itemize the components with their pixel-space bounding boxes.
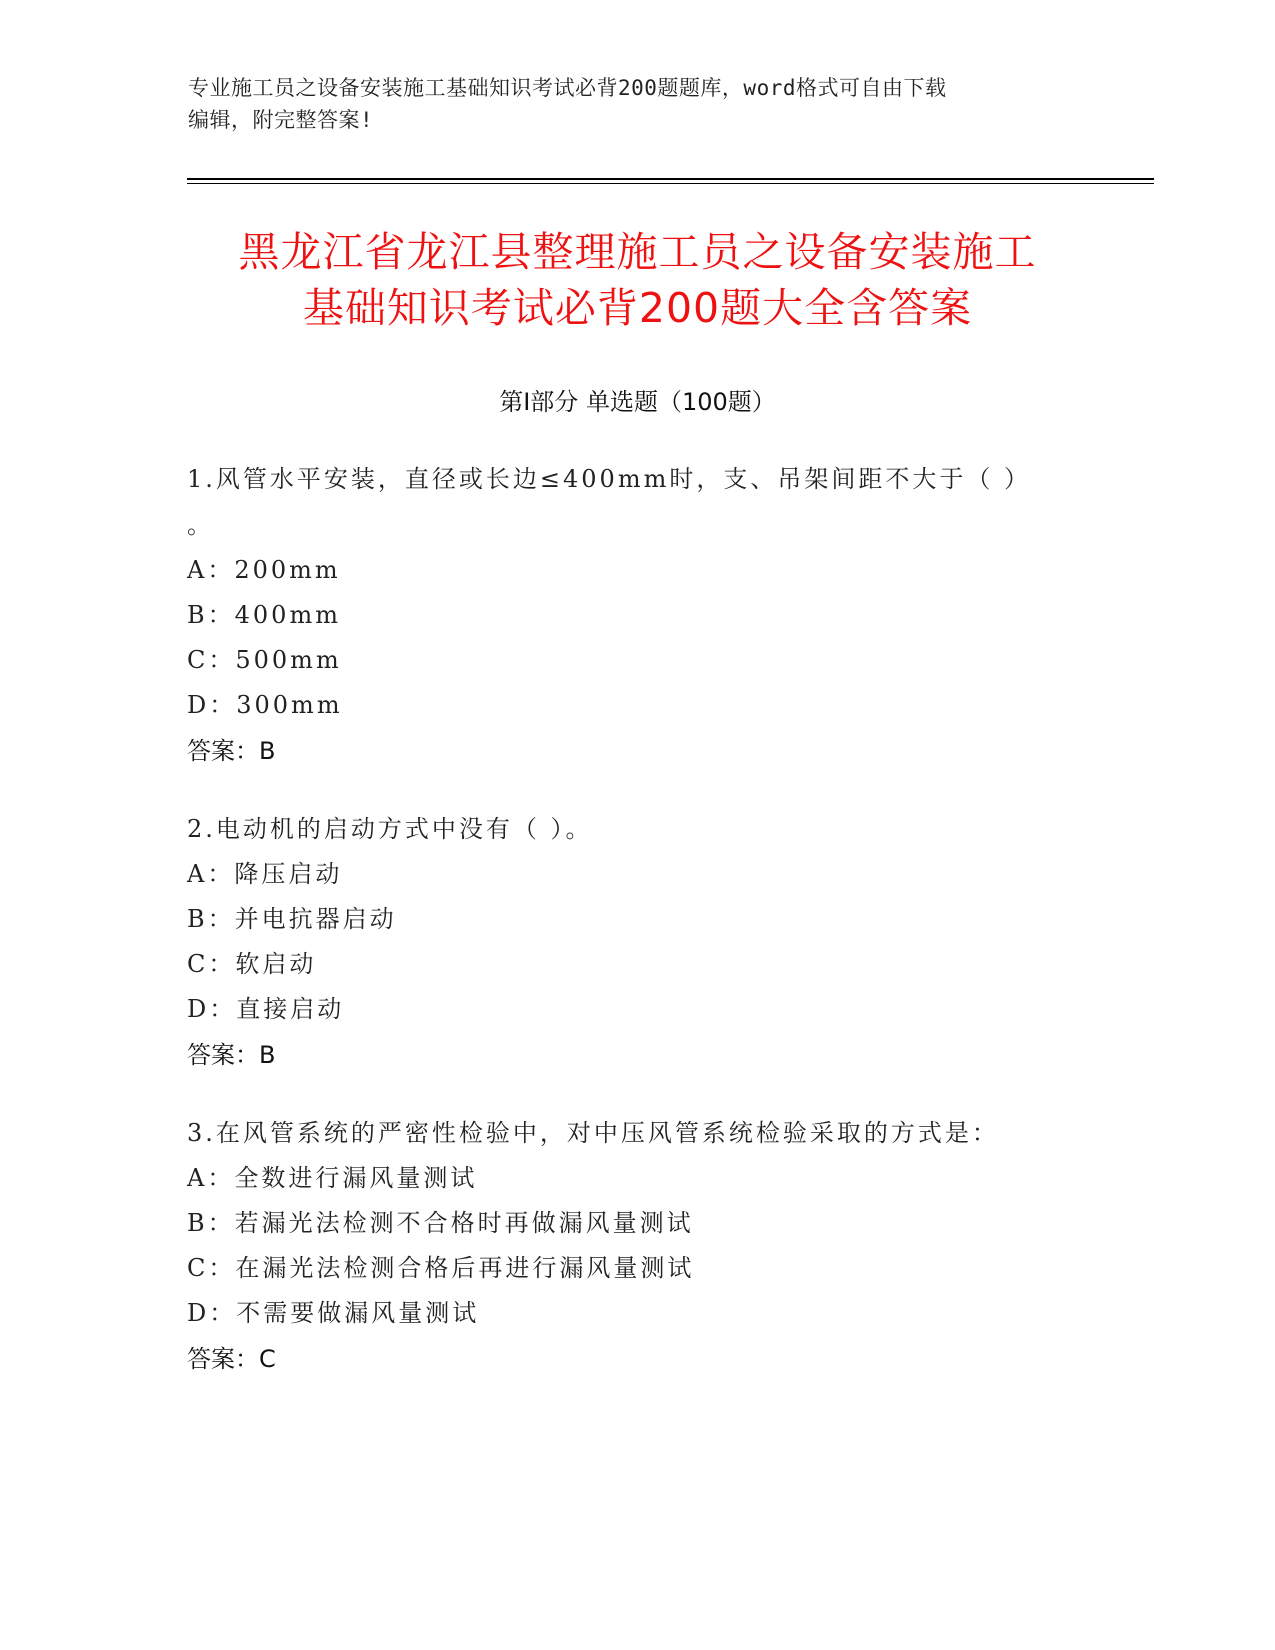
option-text: 200mm xyxy=(234,556,341,584)
question-stem: 3.在风管系统的严密性检验中，对中压风管系统检验采取的方式是： xyxy=(187,1119,999,1147)
option-b xyxy=(187,897,1087,942)
option-text: 不需要做漏风量测试 xyxy=(236,1299,480,1327)
option-key: A： xyxy=(187,1164,235,1192)
option-c xyxy=(187,1246,1087,1291)
option-text: 500mm xyxy=(235,646,342,674)
option-text: 降压启动 xyxy=(234,860,343,888)
question-1 xyxy=(187,456,1087,774)
header-note-line-2: 编辑，附完整答案! xyxy=(188,108,374,132)
option-text: 300mm xyxy=(236,691,343,719)
option-text: 在漏光法检测合格后再进行漏风量测试 xyxy=(235,1254,695,1282)
question-stem-continuation: 。 xyxy=(187,511,211,539)
question-3 xyxy=(187,1110,1087,1382)
option-a xyxy=(187,548,1087,593)
option-d xyxy=(187,683,1087,728)
option-key: A： xyxy=(187,556,235,584)
header-note-line-1: 专业施工员之设备安装施工基础知识考试必背200题题库，word格式可自由下载 xyxy=(188,76,947,100)
option-a xyxy=(187,1156,1087,1201)
option-b xyxy=(187,593,1087,638)
option-key: B： xyxy=(187,601,235,629)
header-divider-thick xyxy=(187,178,1154,180)
answer-line: 答案：B xyxy=(187,1041,276,1069)
document-title xyxy=(140,224,1135,336)
question-stem: 1.风管水平安装，直径或长边≤400mm时，支、吊架间距不大于（ ） xyxy=(187,465,1031,493)
option-text: 全数进行漏风量测试 xyxy=(234,1164,478,1192)
document-title-line-1: 黑龙江省龙江县整理施工员之设备安装施工 xyxy=(238,228,1037,276)
option-key: D： xyxy=(187,1299,237,1327)
question-2 xyxy=(187,806,1087,1078)
option-c xyxy=(187,942,1087,987)
option-key: A： xyxy=(187,860,235,888)
option-key: B： xyxy=(187,1209,235,1237)
section-heading: 第Ⅰ部分 单选题（100题） xyxy=(499,388,776,416)
document-title-line-2: 基础知识考试必背200题大全含答案 xyxy=(302,284,973,332)
option-c xyxy=(187,638,1087,683)
option-text: 400mm xyxy=(234,601,341,629)
question-stem: 2.电动机的启动方式中没有（ ）。 xyxy=(187,815,593,843)
header-note xyxy=(188,72,1068,136)
option-key: C： xyxy=(187,646,236,674)
option-key: C： xyxy=(187,1254,236,1282)
option-key: B： xyxy=(187,905,235,933)
option-key: C： xyxy=(187,950,236,978)
option-a xyxy=(187,852,1087,897)
option-text: 软启动 xyxy=(235,950,317,978)
option-text: 并电抗器启动 xyxy=(234,905,397,933)
answer-line: 答案：C xyxy=(187,1345,276,1373)
header-divider-thin xyxy=(187,183,1154,184)
option-text: 直接启动 xyxy=(236,995,345,1023)
option-key: D： xyxy=(187,691,237,719)
option-b xyxy=(187,1201,1087,1246)
answer-line: 答案：B xyxy=(187,737,276,765)
option-key: D： xyxy=(187,995,237,1023)
option-text: 若漏光法检测不合格时再做漏风量测试 xyxy=(234,1209,694,1237)
option-d xyxy=(187,987,1087,1032)
option-d xyxy=(187,1291,1087,1336)
